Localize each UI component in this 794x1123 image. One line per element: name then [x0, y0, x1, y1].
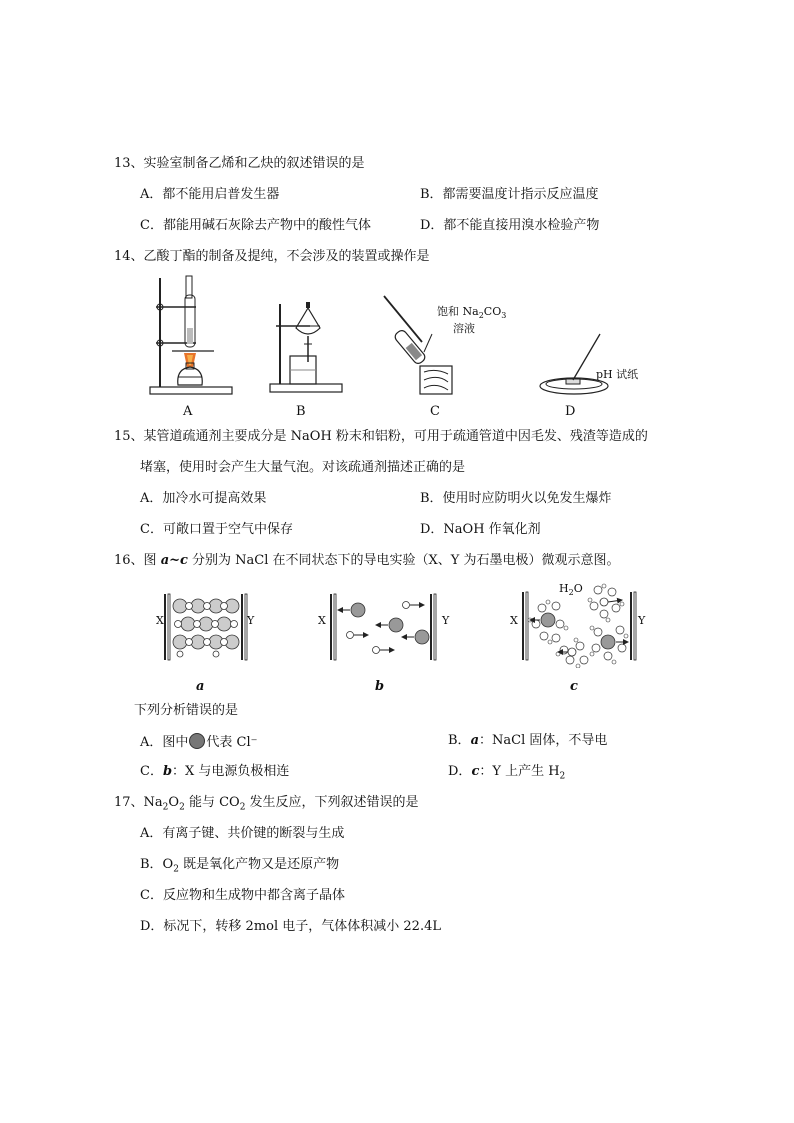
q15-option-d: D．NaOH 作氧化剂	[420, 522, 541, 537]
q14-figure-a-label: A	[183, 404, 193, 419]
chloride-ion-icon	[189, 733, 205, 749]
q16-c-electrode-x: X	[510, 614, 518, 627]
q16-b-electrode-y: Y	[442, 614, 450, 627]
q14-label-c-solution-2: 溶液	[453, 322, 475, 335]
q14-stem: 14、乙酸丁酯的制备及提纯，不会涉及的装置或操作是	[114, 249, 430, 264]
q16-a-electrode-x: X	[156, 614, 164, 627]
q16-option-b: B．a：NaCl 固体，不导电	[448, 733, 608, 748]
q16-c-electrode-y: Y	[638, 614, 646, 627]
q17-option-c: C．反应物和生成物中都含离子晶体	[140, 888, 345, 903]
q14-figure-a-reflux-apparatus	[148, 273, 238, 398]
q17-option-d: D．标况下，转移 2mol 电子，气体体积减小 22.4L	[140, 919, 441, 934]
q14-label-d-ph-paper: pH 试纸	[596, 368, 639, 381]
q15-stem-line1: 15、某管道疏通剂主要成分是 NaOH 粉末和铝粉，可用于疏通管道中因毛发、残渣等造成的	[114, 429, 648, 444]
q16-stem: 16、图 a~c 分别为 NaCl 在不同状态下的导电实验（X、Y 为石墨电极）微观示意图。	[114, 553, 620, 568]
q16-a-electrode-y: Y	[247, 614, 255, 627]
q16-diagram-a-solid-lattice	[150, 590, 265, 665]
q16-option-d: D．c：Y 上产生 $H_2$	[448, 764, 566, 782]
q13-option-c: C．都能用碱石灰除去产物中的酸性气体	[140, 218, 371, 233]
q16-option-c: C．b：X 与电源负极相连	[140, 764, 290, 779]
q15-stem-line2: 堵塞，使用时会产生大量气泡。对该疏通剂描述正确的是	[140, 460, 466, 475]
q14-label-c-solution: 饱和 $Na_2CO_3$	[437, 305, 507, 321]
q13-option-d: D．都不能直接用溴水检验产物	[420, 218, 600, 233]
q16-c-water-label: $H_2O$	[559, 582, 583, 598]
q16-caption-a: a	[196, 679, 205, 694]
q16-option-a: A．图中 代表 Cl⁻	[140, 735, 258, 750]
q17-stem: 17、$Na_2O_2$ 能与 $CO_2$ 发生反应，下列叙述错误的是	[114, 795, 419, 813]
q13-stem: 13、实验室制备乙烯和乙炔的叙述错误的是	[114, 156, 365, 171]
q14-figure-c-label: C	[430, 404, 440, 419]
q17-option-b: B．$O_2$ 既是氧化产物又是还原产物	[140, 857, 340, 875]
q15-option-c: C．可敞口置于空气中保存	[140, 522, 293, 537]
q17-option-a: A．有离子键、共价键的断裂与生成	[140, 826, 345, 841]
q14-figure-d-label: D	[565, 404, 576, 419]
q16-sub-prompt: 下列分析错误的是	[134, 703, 239, 718]
q13-option-a: A．都不能用启普发生器	[140, 187, 280, 202]
q14-figure-d-ph-test	[536, 330, 639, 398]
q16-diagram-b-molten-ions	[316, 590, 446, 665]
q13-option-b: B．都需要温度计指示反应温度	[420, 187, 599, 202]
q14-figure-b-label: B	[296, 404, 306, 419]
q16-caption-c: c	[570, 679, 578, 694]
q16-b-electrode-x: X	[318, 614, 326, 627]
q15-option-a: A．加冷水可提高效果	[140, 491, 267, 506]
q14-figure-b-separatory-funnel	[266, 300, 346, 398]
q16-caption-b: b	[375, 679, 385, 694]
q15-option-b: B．使用时应防明火以免发生爆炸	[420, 491, 612, 506]
